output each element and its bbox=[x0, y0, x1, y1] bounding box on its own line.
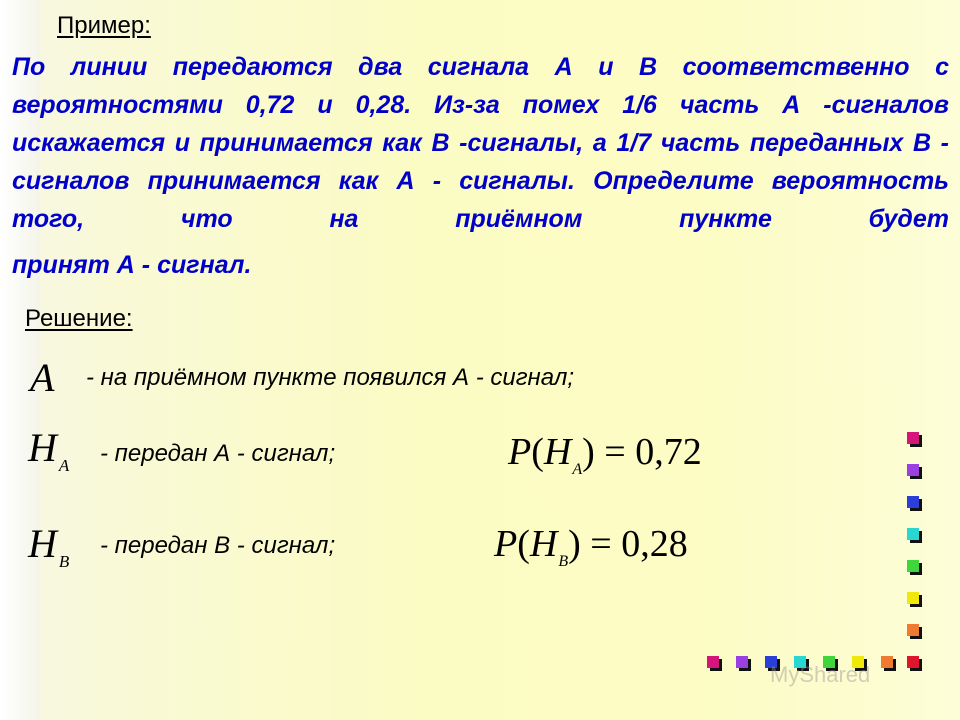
problem-line-5: Определите вероятность того, что на приёмном пункте будет bbox=[12, 167, 950, 233]
definition-a: - на приёмном пункте появился А - сигнал; bbox=[86, 364, 575, 391]
formula-hb-subscript: B bbox=[558, 553, 569, 570]
decor-square-vertical bbox=[907, 464, 919, 476]
problem-line-6: принят А - сигнал. bbox=[12, 251, 252, 279]
decor-square-horizontal bbox=[707, 656, 719, 668]
decor-square-vertical bbox=[907, 560, 919, 572]
watermark: MyShared bbox=[770, 662, 871, 687]
formula-hb-symbol: H bbox=[529, 523, 558, 565]
formula-p-ha: $P(H_A) = 0,72$ bbox=[508, 431, 702, 478]
problem-line-4: переданных В - сигналов принимается как А - сигналы. bbox=[12, 129, 949, 195]
example-label: Пример: bbox=[57, 12, 151, 39]
decor-square-horizontal bbox=[736, 656, 748, 668]
formula-ha-func: P bbox=[508, 431, 532, 473]
symbol-ha-letter: H bbox=[28, 425, 57, 470]
definition-hb: - передан В - сигнал; bbox=[100, 532, 336, 559]
symbol-ha bbox=[28, 425, 70, 486]
decor-square-vertical bbox=[907, 592, 919, 604]
decor-square-vertical bbox=[907, 432, 919, 444]
symbol-hb-letter: H bbox=[28, 521, 57, 566]
symbol-a bbox=[30, 355, 55, 400]
solution-label: Решение: bbox=[25, 305, 133, 332]
formula-ha-subscript: A bbox=[572, 461, 583, 478]
formula-ha-symbol: H bbox=[543, 431, 572, 473]
problem-line-1: По линии передаются два сигнала А и В соответственно с bbox=[12, 53, 949, 81]
symbol-ha-subscript: A bbox=[58, 456, 70, 475]
problem-line-3: искажается и принимается как В -сигналы, а 1/7 часть bbox=[12, 129, 741, 157]
symbol-hb bbox=[28, 521, 70, 582]
formula-ha-value: 0,72 bbox=[635, 431, 702, 473]
formula-p-hb: $P(H_B) = 0,28$ bbox=[494, 523, 688, 570]
decor-square-vertical bbox=[907, 528, 919, 540]
formula-hb-value: 0,28 bbox=[621, 523, 688, 565]
problem-line-2: вероятностями 0,72 и 0,28. Из-за помех 1/6 часть А -сигналов bbox=[12, 91, 949, 119]
decor-square-horizontal bbox=[881, 656, 893, 668]
formula-hb-func: P bbox=[494, 523, 518, 565]
decor-square-vertical bbox=[907, 624, 919, 636]
decor-square-vertical bbox=[907, 496, 919, 508]
symbol-hb-subscript: B bbox=[58, 552, 70, 571]
problem-text bbox=[12, 48, 949, 284]
decor-square-vertical bbox=[907, 656, 919, 668]
symbol-a-letter: A bbox=[30, 355, 55, 400]
definition-ha: - передан А - сигнал; bbox=[100, 440, 336, 467]
